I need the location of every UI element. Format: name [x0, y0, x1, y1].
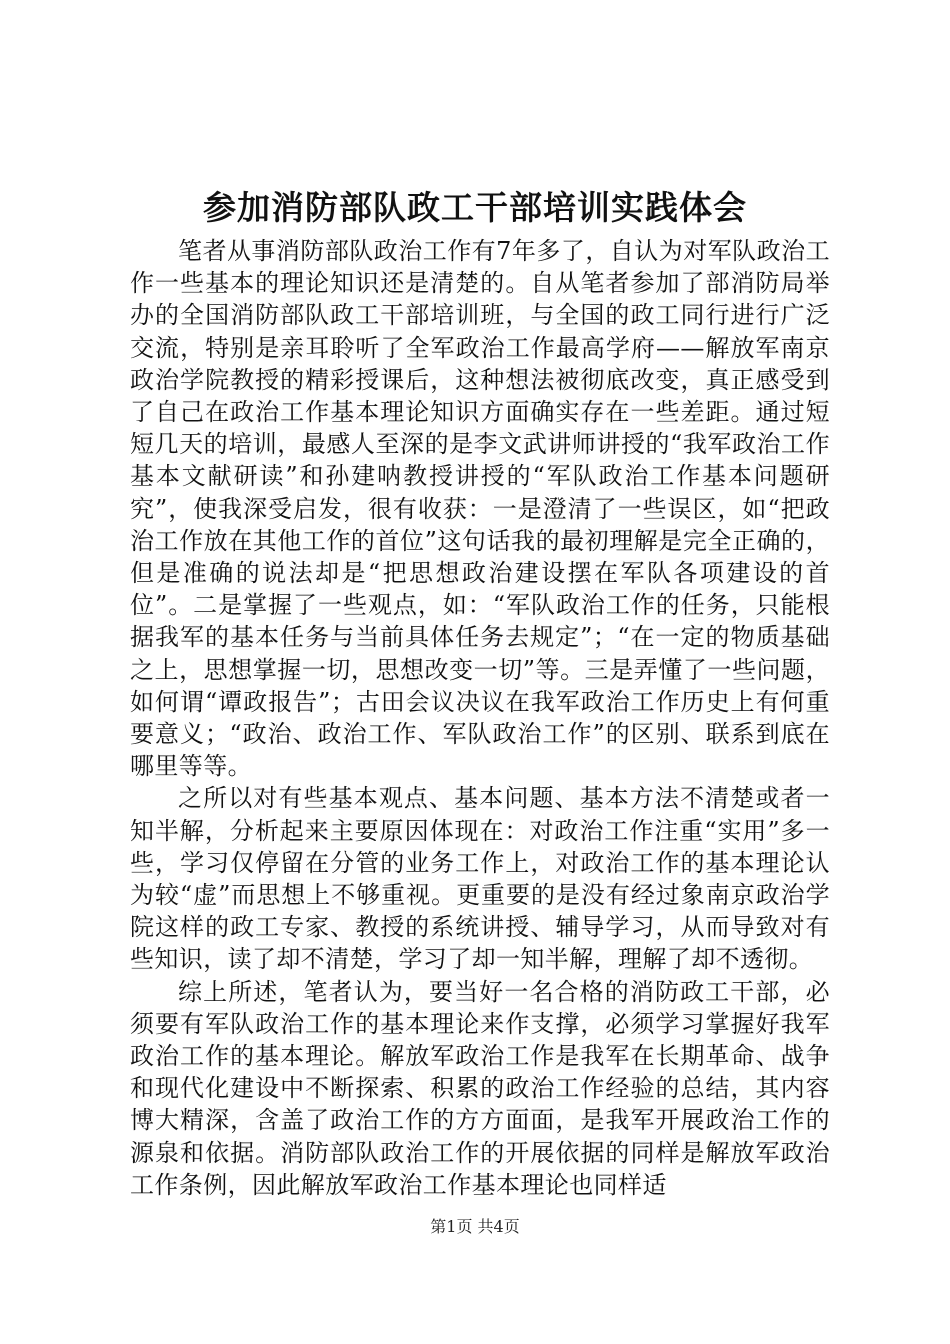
document-body: [130, 235, 830, 1201]
paragraph-3: 综上所述，笔者认为，要当好一名合格的消防政工干部，必须要有军队政治工作的基本理论来作支撑，必须学习掌握好我军政治工作的基本理论。解放军政治工作是我军在长期革命、战争和现代化建设中不断探索、积累的政治工作经验的总结，其内容博大精深，含盖了政治工作的方方面面，是我军开展政治工作的源泉和依据。消防部队政治工作的开展依据的同样是解放军政治工作条例，因此解放军政治工作基本理论也同样适: [130, 977, 830, 1199]
document-title: 参加消防部队政工干部培训实践体会: [203, 188, 747, 227]
paragraph-1: 笔者从事消防部队政治工作有7年多了，自认为对军队政治工作一些基本的理论知识还是清楚的。自从笔者参加了部消防局举办的全国消防部队政工干部培训班，与全国的政工同行进行广泛交流，特别是亲耳聆听了全军政治工作最高学府——解放军南京政治学院教授的精彩授课后，这种想法被彻底改变，真正感受到了自己在政治工作基本理论知识方面确实存在一些差距。通过短短几天的培训，最感人至深的是李文武讲师讲授的“我军政治工作基本文献研读”和孙建呐教授讲授的“军队政治工作基本问题研究”，使我深受启发，很有收获：一是澄清了一些误区，如“把政治工作放在其他工作的首位”这句话我的最初理解是完全正确的，但是准确的说法却是“把思想政治建设摆在军队各项建设的首位”。二是掌握了一些观点，如：“军队政治工作的任务，只能根据我军的基本任务与当前具体任务去规定”；“在一定的物质基础之上，思想掌握一切，思想改变一切”等。三是弄懂了一些问题，如何谓“谭政报告”；古田会议决议在我军政治工作历史上有何重要意义；“政治、政治工作、军队政治工作”的区别、联系到底在哪里等等。: [130, 237, 830, 781]
page-number-footer: 第1页 共4页: [430, 1217, 520, 1236]
paragraph-2: 之所以对有些基本观点、基本问题、基本方法不清楚或者一知半解，分析起来主要原因体现在：对政治工作注重“实用”多一些，学习仅停留在分管的业务工作上，对政治工作的基本理论认为较“虚”而思想上不够重视。更重要的是没有经过象南京政治学院这样的政工专家、教授的系统讲授、辅导学习，从而导致对有些知识，读了却不清楚，学习了却一知半解，理解了却不透彻。: [130, 784, 830, 974]
